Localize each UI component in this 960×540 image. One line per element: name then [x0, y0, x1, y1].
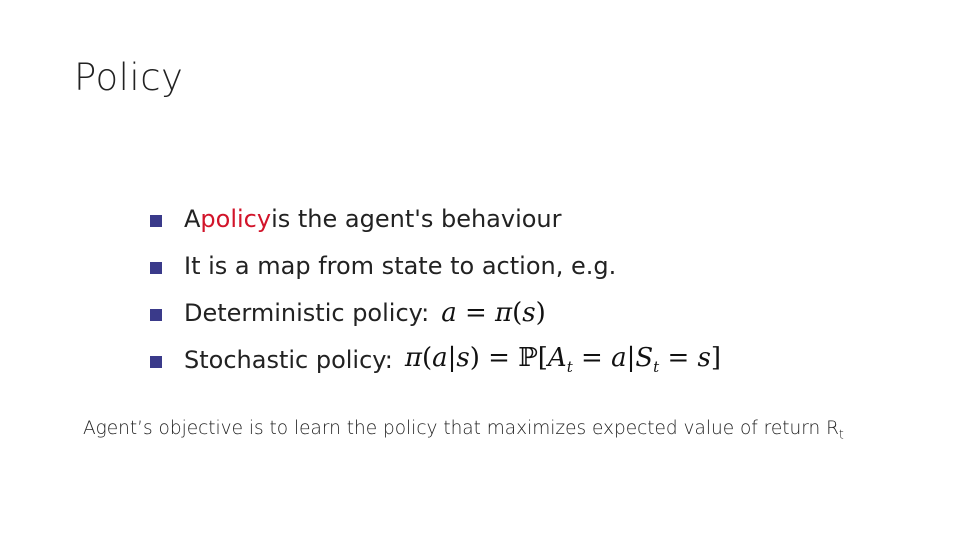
square-bullet-icon [150, 262, 162, 274]
highlighted-term: policy [200, 204, 272, 233]
deterministic-formula [441, 298, 546, 328]
bullet-text: It is a map from state to action, e.g. [184, 251, 617, 280]
math-pi: π [495, 297, 513, 328]
math-open-paren: ( [421, 342, 433, 373]
objective-text: Agent’s objective is to learn the policy that maximizes expected value of return R [83, 418, 839, 439]
math-S: S [635, 342, 654, 373]
bullet-stochastic-policy [150, 336, 721, 383]
stochastic-formula [405, 343, 721, 376]
bullet-list [150, 195, 721, 383]
bullet-text: Stochastic policy: [184, 345, 393, 374]
square-bullet-icon [150, 215, 162, 227]
math-equals: = [464, 297, 487, 328]
bullet-map-description [150, 242, 721, 289]
bullet-text: Deterministic policy: [184, 298, 430, 327]
math-S-subscript: t [653, 358, 660, 377]
math-pi: π [404, 342, 422, 373]
math-a: a [611, 342, 627, 373]
math-probability: ℙ [518, 342, 538, 373]
bullet-policy-definition [150, 195, 721, 242]
objective-subscript: t [838, 427, 844, 442]
math-bar: | [447, 342, 457, 373]
math-left-bracket: [ [537, 342, 548, 373]
bullet-text-post: is the agent's behaviour [271, 204, 562, 233]
math-equals: = [667, 342, 690, 373]
math-equals: = [488, 342, 510, 373]
slide-title: Policy [74, 56, 184, 99]
math-A: A [547, 342, 567, 373]
math-a: a [432, 342, 448, 373]
math-open-paren: ( [512, 297, 523, 328]
math-equals: = [581, 342, 603, 373]
math-close-paren: ) [535, 297, 546, 328]
math-right-bracket: ] [710, 342, 722, 373]
math-close-paren: ) [469, 342, 480, 373]
bullet-deterministic-policy [150, 289, 721, 336]
bullet-text-pre: A [184, 204, 201, 233]
math-bar: | [626, 342, 636, 373]
math-A-subscript: t [566, 358, 573, 377]
math-s: s [522, 297, 536, 328]
math-s: s [456, 342, 470, 373]
objective-statement [83, 418, 844, 442]
square-bullet-icon [150, 309, 162, 321]
square-bullet-icon [150, 356, 162, 368]
math-a: a [441, 297, 457, 328]
math-s: s [697, 342, 711, 373]
